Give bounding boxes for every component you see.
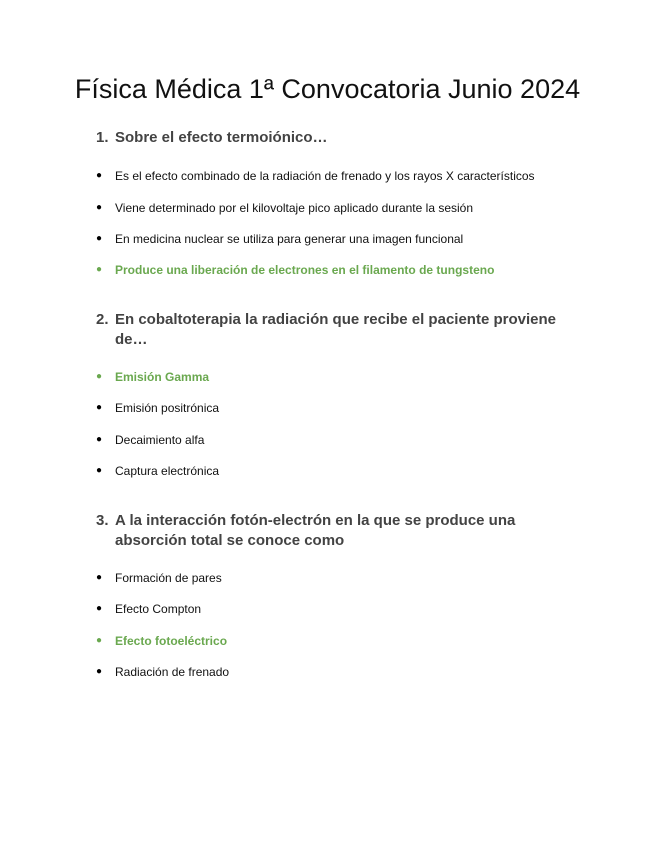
option-text: Decaimiento alfa: [115, 433, 205, 447]
bullet-icon: ●: [96, 465, 103, 476]
question-1-option-1: [96, 168, 566, 184]
option-text: Emisión Gamma: [115, 370, 210, 384]
question-1: [96, 128, 576, 148]
bullet-icon: ●: [96, 572, 103, 583]
question-2: [96, 310, 576, 350]
question-1-option-4-correct: [96, 262, 566, 278]
question-number: 3.: [96, 512, 109, 529]
bullet-icon: ●: [96, 402, 103, 413]
option-text: Viene determinado por el kilovoltaje pico aplicado durante la sesión: [115, 201, 474, 215]
question-1-option-3: [96, 231, 566, 247]
bullet-icon: ●: [96, 603, 103, 614]
option-text: Emisión positrónica: [115, 401, 220, 415]
option-text: Produce una liberación de electrones en el filamento de tungsteno: [115, 263, 495, 277]
question-3-option-3-correct: [96, 633, 566, 649]
option-text: En medicina nuclear se utiliza para generar una imagen funcional: [115, 232, 464, 246]
bullet-icon: ●: [96, 635, 103, 646]
question-text: En cobaltoterapia la radiación que recibe el paciente proviene de…: [115, 311, 556, 348]
question-3: [96, 511, 576, 551]
question-number: 1.: [96, 129, 109, 146]
question-1-option-2: [96, 200, 566, 216]
question-3-option-2: [96, 601, 566, 617]
bullet-icon: ●: [96, 233, 103, 244]
option-text: Captura electrónica: [115, 464, 220, 478]
bullet-icon: ●: [96, 666, 103, 677]
question-2-heading: [96, 310, 576, 350]
question-2-option-4: [96, 463, 566, 479]
option-text: Es el efecto combinado de la radiación de frenado y los rayos X característicos: [115, 169, 535, 183]
bullet-icon: ●: [96, 170, 103, 181]
bullet-icon: ●: [96, 371, 103, 382]
question-1-heading: [96, 128, 576, 148]
question-text: Sobre el efecto termoiónico…: [115, 129, 328, 146]
bullet-icon: ●: [96, 434, 103, 445]
question-2-option-3: [96, 432, 566, 448]
question-text: A la interacción fotón-electrón en la que se produce una absorción total se conoce como: [115, 512, 516, 549]
option-text: Formación de pares: [115, 571, 222, 585]
option-text: Efecto fotoeléctrico: [115, 634, 228, 648]
bullet-icon: ●: [96, 202, 103, 213]
option-text: Radiación de frenado: [115, 665, 230, 679]
bullet-icon: ●: [96, 264, 103, 275]
page-title: Física Médica 1ª Convocatoria Junio 2024: [74, 74, 581, 104]
question-2-option-1-correct: [96, 369, 566, 385]
question-3-option-1: [96, 570, 566, 586]
question-3-heading: [96, 511, 576, 551]
option-text: Efecto Compton: [115, 602, 202, 616]
question-2-option-2: [96, 400, 566, 416]
question-number: 2.: [96, 311, 109, 328]
question-3-option-4: [96, 664, 566, 680]
